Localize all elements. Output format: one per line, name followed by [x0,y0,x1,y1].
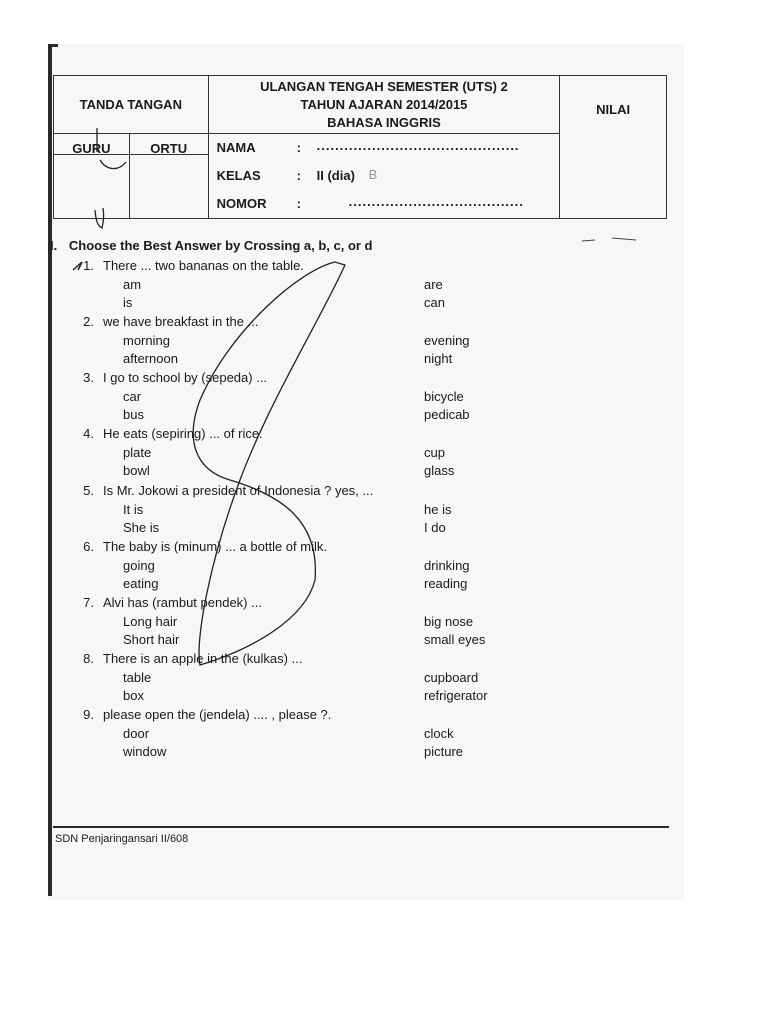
question-number: 1. [83,258,94,273]
question-text: Alvi has (rambut pendek) ... [103,595,262,610]
answer-option[interactable]: is [123,295,133,310]
section-numeral: I. [50,238,58,253]
answer-option[interactable]: morning [123,332,170,348]
question-number: 7. [83,595,94,610]
question-text: The baby is (minum) ... a bottle of milk. [103,539,327,554]
answer-option[interactable]: am [123,276,142,292]
answer-option[interactable]: clock [424,725,454,741]
guru-label: GURU [54,134,129,155]
answer-option[interactable]: bicycle [424,388,464,404]
answer-option[interactable]: refrigerator [424,688,488,703]
question-text: He eats (sepiring) ... of rice. [103,426,263,441]
answer-option[interactable]: car [123,388,142,404]
answer-option[interactable]: picture [424,744,464,759]
class-colon: : [296,168,301,183]
question-number: 3. [83,370,94,385]
answer-option[interactable]: can [424,295,445,310]
answer-option[interactable]: cup [424,444,445,460]
signature-title: TANDA TANGAN [54,76,209,134]
answer-option[interactable]: bus [123,407,144,422]
handwritten-check-1 [73,262,82,270]
question-text: There ... two bananas on the table. [103,258,304,273]
answer-option[interactable]: night [424,351,453,366]
answer-option[interactable]: box [123,688,144,703]
answer-option[interactable]: big nose [424,613,474,629]
answer-option[interactable]: are [424,276,443,292]
school-name: SDN Penjaringansari II/608 [55,833,189,845]
answer-option[interactable]: drinking [424,557,470,573]
answer-option[interactable]: table [123,669,152,685]
section-instruction: Choose the Best Answer by Crossing a, b, c, or d [68,238,373,253]
answer-option[interactable]: She is [123,520,160,535]
handwritten-initial-guru [97,128,126,169]
question-number: 4. [83,426,94,441]
exam-title-line2: TAHUN AJARAN 2014/2015 [300,96,468,112]
question-number: 5. [83,483,94,498]
handwritten-mark-score [582,238,636,241]
question-text: I go to school by (sepeda) ... [103,370,268,385]
number-field: ...................................... [348,194,524,209]
answer-option[interactable]: he is [424,501,452,517]
answer-option[interactable]: small eyes [424,632,486,647]
answer-option[interactable]: afternoon [123,351,178,366]
number-label: NOMOR [216,196,267,211]
class-label: KELAS [216,168,261,183]
handwritten-initial-ortu [95,208,104,228]
answer-option[interactable]: I do [424,520,446,535]
answer-option[interactable]: glass [424,463,455,478]
name-colon: : [296,140,301,155]
class-value: II (dia) [316,168,355,183]
name-field: ............................................ [316,138,520,153]
answer-option[interactable]: evening [424,332,470,348]
ortu-label: ORTU [130,134,208,155]
question-number: 8. [83,651,94,666]
number-colon: : [296,196,301,211]
name-label: NAMA [216,140,256,155]
handwritten-score-eight [193,262,345,665]
answer-option[interactable]: bowl [123,463,150,478]
answer-option[interactable]: window [123,744,167,759]
answer-option[interactable]: Short hair [123,632,180,647]
exam-title-line1: ULANGAN TENGAH SEMESTER (UTS) 2 [260,78,508,94]
answer-option[interactable]: pedicab [424,407,470,422]
question-text: There is an apple in the (kulkas) ... [103,651,303,666]
class-handwritten: B [368,167,378,182]
answer-option[interactable]: It is [123,501,144,517]
score-label: NILAI [560,76,667,219]
answer-option[interactable]: door [123,725,150,741]
question-text: Is Mr. Jokowi a president of Indonesia ? yes, ... [103,483,374,498]
question-number: 2. [83,314,94,329]
question-number: 6. [83,539,94,554]
answer-option[interactable]: Long hair [123,613,178,629]
answer-option[interactable]: eating [123,576,159,591]
question-text: we have breakfast in the ... [103,314,259,329]
answer-option[interactable]: going [123,557,155,573]
answer-option[interactable]: plate [123,444,152,460]
exam-title-line3: BAHASA INGGRIS [327,114,441,130]
question-text: please open the (jendela) .... , please ?. [103,707,332,722]
answer-option[interactable]: cupboard [424,669,479,685]
question-number: 9. [83,707,94,722]
answer-option[interactable]: reading [424,576,468,591]
